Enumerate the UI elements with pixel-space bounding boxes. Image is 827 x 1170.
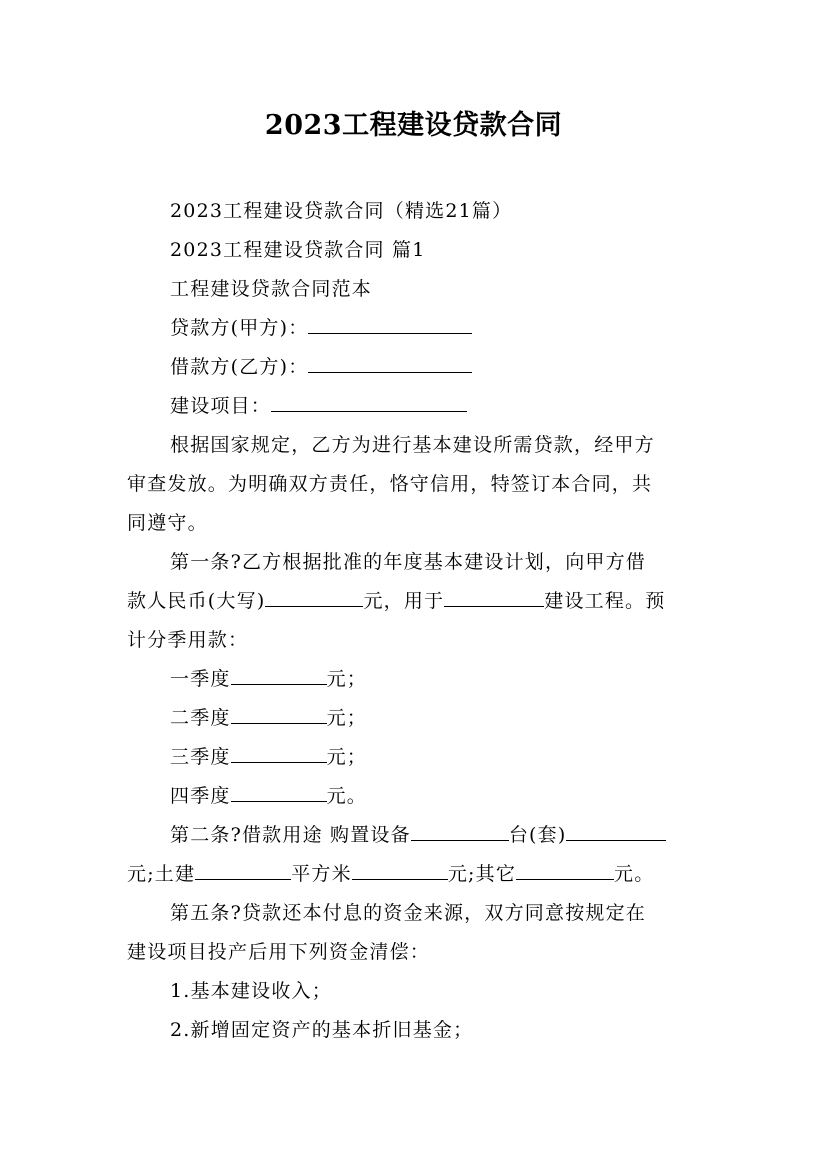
doc-line: 2023工程建设贷款合同（精选21篇） (170, 200, 513, 222)
doc-line: 2.新增固定资产的基本折旧基金； (170, 1019, 474, 1041)
document-title: 2023工程建设贷款合同 (264, 110, 563, 141)
quarter-unit: 元。 (326, 785, 368, 807)
lender-line (170, 309, 750, 348)
quarter-unit: 元； (326, 707, 368, 729)
civil-amount-blank (352, 857, 448, 880)
project-name-blank (444, 584, 544, 607)
quarter-label: 四季度 (170, 785, 231, 807)
borrower-line (170, 348, 750, 387)
project-line (170, 387, 750, 426)
doc-line: 1.基本建设收入； (170, 980, 332, 1002)
doc-line: 工程建设贷款合同范本 (170, 278, 373, 300)
quarter-line (170, 660, 750, 699)
lender-label: 贷款方(甲方)： (170, 317, 309, 339)
quarter-line (170, 777, 750, 816)
civil-label: 元;土建 (127, 863, 196, 885)
borrower-blank (308, 350, 472, 373)
doc-line: 建设项目投产后用下列资金清偿： (127, 941, 431, 963)
lender-blank (308, 311, 472, 334)
doc-line: 审查发放。为明确双方责任，恪守信用，特签订本合同，共 (127, 473, 653, 495)
construction-label: 建设工程。预 (544, 590, 666, 612)
amount-line (127, 582, 707, 621)
usage-label: 第二条?借款用途 购置设备 (170, 824, 411, 846)
doc-line: 同遵守。 (127, 512, 208, 534)
usage-line (170, 816, 750, 855)
quarter-blank (231, 662, 327, 685)
area-blank (195, 857, 291, 880)
other-amount-blank (516, 857, 614, 880)
equipment-blank (411, 818, 509, 841)
doc-line: 根据国家规定，乙方为进行基本建设所需贷款，经甲方 (170, 434, 655, 456)
doc-line: 2023工程建设贷款合同 篇1 (170, 239, 426, 261)
quarter-blank (231, 701, 327, 724)
yuan-end-label: 元。 (614, 863, 655, 885)
usage-line-2 (127, 855, 707, 894)
other-label: 元;其它 (447, 863, 517, 885)
project-blank (271, 389, 467, 412)
sqm-label: 平方米 (291, 863, 352, 885)
yuan-use-label: 元，用于 (363, 590, 445, 612)
quarter-label: 一季度 (170, 668, 231, 690)
quarter-unit: 元； (326, 668, 368, 690)
quarter-line (170, 699, 750, 738)
doc-line: 第五条?贷款还本付息的资金来源，双方同意按规定在 (170, 902, 646, 924)
quarter-label: 二季度 (170, 707, 231, 729)
amount-blank (265, 584, 363, 607)
quarter-label: 三季度 (170, 746, 231, 768)
quarter-unit: 元； (326, 746, 368, 768)
sets-label: 台(套) (508, 824, 567, 846)
project-label: 建设项目： (170, 395, 272, 417)
amount-label: 款人民币(大写) (127, 590, 266, 612)
borrower-label: 借款方(乙方)： (170, 356, 309, 378)
quarter-blank (231, 740, 327, 763)
doc-line: 第一条?乙方根据批准的年度基本建设计划，向甲方借 (170, 551, 646, 573)
quarter-line (170, 738, 750, 777)
doc-line: 计分季用款： (127, 629, 249, 651)
equipment-amount-blank (566, 818, 666, 841)
quarter-blank (231, 779, 327, 802)
